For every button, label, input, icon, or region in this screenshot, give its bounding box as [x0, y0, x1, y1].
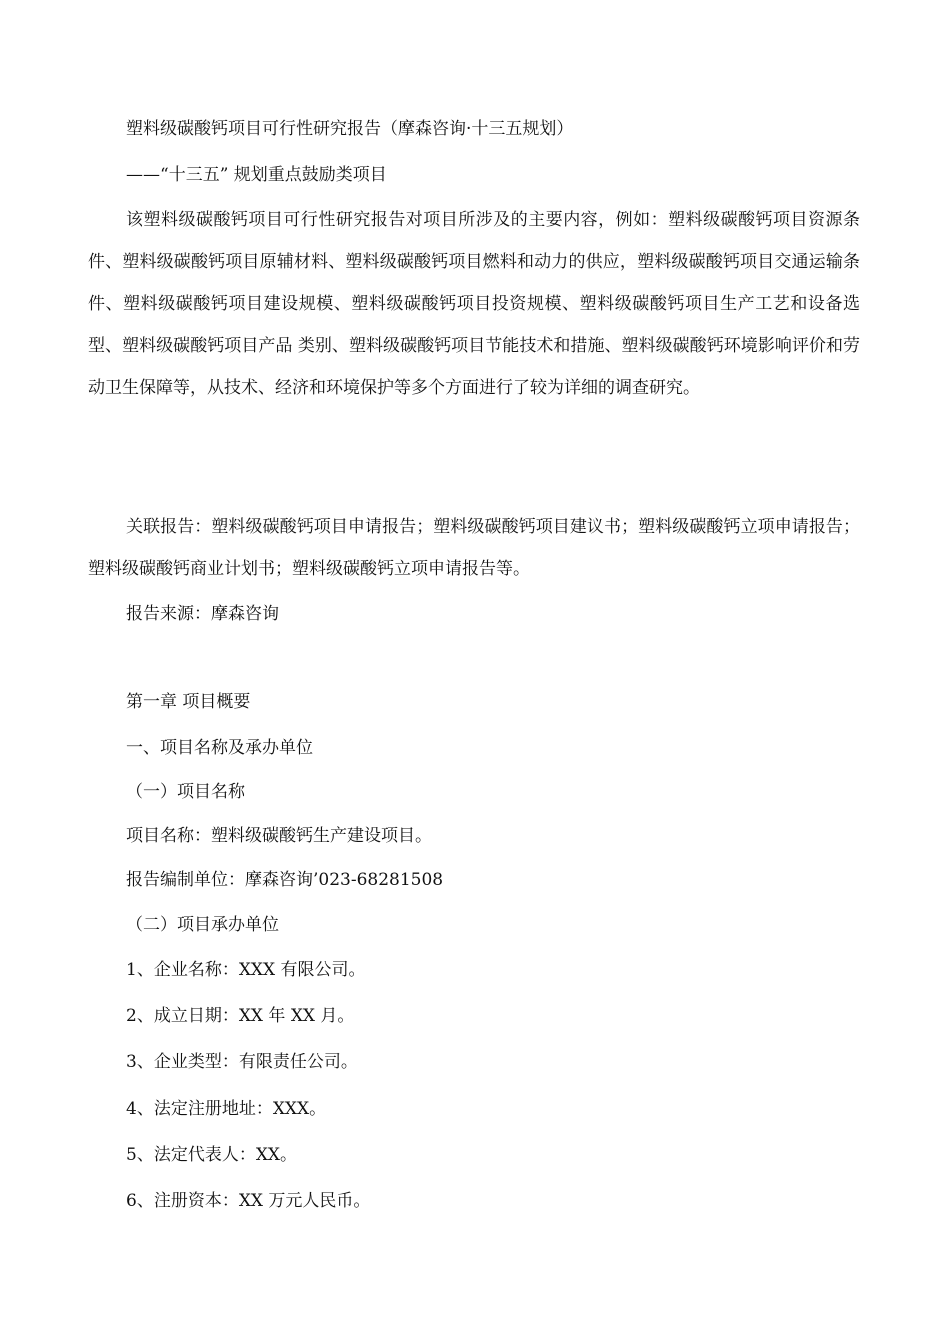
- list-item: 3、企业类型：有限责任公司。: [126, 1052, 358, 1072]
- list-item: 1、企业名称：XXX 有限公司。: [126, 960, 366, 980]
- list-item: 4、法定注册地址：XXX。: [126, 1099, 327, 1119]
- document-subtitle: ——“十三五” 规划重点鼓励类项目: [126, 165, 387, 185]
- list-item: 6、注册资本：XX 万元人民币。: [126, 1191, 371, 1211]
- section-heading: 一、项目名称及承办单位: [126, 738, 313, 758]
- chapter-heading: 第一章 项目概要: [126, 692, 251, 712]
- subsection-heading: （二）项目承办单位: [126, 915, 279, 935]
- project-name-line: 项目名称：塑料级碳酸钙生产建设项目。: [126, 826, 432, 846]
- related-reports-paragraph: 关联报告：塑料级碳酸钙项目申请报告；塑料级碳酸钙项目建议书；塑料级碳酸钙立项申请报告；塑料级碳酸钙商业计划书；塑料级碳酸钙立项申请报告等。: [88, 517, 860, 579]
- list-item: 2、成立日期：XX 年 XX 月。: [126, 1006, 355, 1026]
- report-source: 报告来源：摩森咨询: [126, 604, 279, 624]
- intro-paragraph: 该塑料级碳酸钙项目可行性研究报告对项目所涉及的主要内容，例如：塑料级碳酸钙项目资源条件、塑料级碳酸钙项目原辅材料、塑料级碳酸钙项目燃料和动力的供应，塑料级碳酸钙项目交通运输条件、塑料级碳酸钙项目建设规模、塑料级碳酸钙项目投资规模、塑料级碳酸钙项目生产工艺和设备选型、塑料级碳酸钙项目产品 类别、塑料级碳酸钙项目节能技术和措施、塑料级碳酸钙环境影响评价和劳动卫生保障等，从技术、经济和环境保护等多个方面进行了较为详细的调查研究。: [88, 210, 860, 398]
- compiler-line: 报告编制单位：摩森咨询’023-68281508: [126, 870, 444, 890]
- document-title: 塑料级碳酸钙项目可行性研究报告（摩森咨询·十三五规划）: [126, 119, 574, 139]
- list-item: 5、法定代表人：XX。: [126, 1145, 298, 1165]
- subsection-heading: （一）项目名称: [126, 782, 245, 802]
